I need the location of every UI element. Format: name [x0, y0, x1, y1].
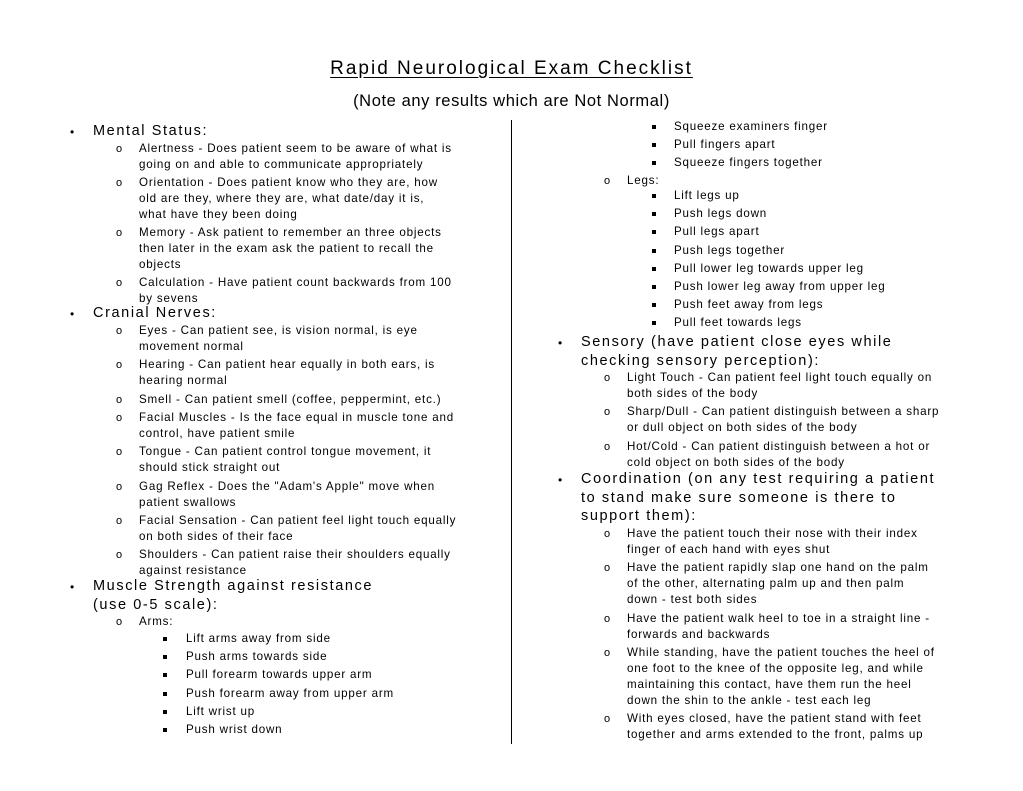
leg-test-item: Pull lower leg towards upper leg: [674, 261, 864, 275]
cranial-nerve-item-marker: o: [116, 514, 123, 527]
coordination-item: With eyes closed, have the patient stand with feet together and arms extended to the front, palms up: [627, 712, 924, 742]
leg-test-item-marker: [652, 285, 656, 289]
coordination-item-marker: o: [604, 646, 611, 659]
cranial-nerve-item-marker: o: [116, 359, 123, 372]
cranial-nerve-item-marker: o: [116, 411, 123, 424]
coordination-item-marker: o: [604, 562, 611, 575]
cranial-nerve-item: Smell - Can patient smell (coffee, peppermint, etc.): [139, 392, 442, 406]
coordination-item: Have the patient walk heel to toe in a straight line - forwards and backwards: [627, 611, 930, 641]
arm-test-item-marker: [163, 728, 167, 732]
coordination-item: Have the patient touch their nose with their index finger of each hand with eyes shut: [627, 527, 918, 556]
leg-test-item-marker: [652, 249, 656, 253]
sensory-item-marker: o: [604, 372, 611, 384]
legs-label: Legs:: [627, 174, 660, 187]
arms-label-marker: o: [116, 616, 123, 628]
page-title: Rapid Neurological Exam Checklist: [330, 58, 693, 79]
mental-status-item: Memory - Ask patient to remember an three objects then later in the exam ask the patient to recall the objects: [139, 226, 442, 272]
cranial-nerves-heading: Cranial Nerves:: [93, 305, 217, 321]
coordination-item-marker: o: [604, 528, 611, 540]
leg-test-item-marker: [652, 212, 656, 216]
leg-test-item-marker: [652, 267, 656, 271]
cranial-nerve-item: Facial Muscles - Is the face equal in muscle tone and control, have patient smile: [139, 410, 454, 440]
coordination-item-marker: o: [604, 713, 611, 726]
leg-test-item-marker: [652, 321, 656, 325]
arm-test-item-marker: [652, 161, 656, 165]
leg-test-item: Push lower leg away from upper leg: [674, 280, 886, 293]
leg-test-item: Pull feet towards legs: [674, 316, 802, 330]
arm-test-item-marker: [163, 692, 167, 696]
mental-status-item-marker: o: [116, 227, 123, 240]
cranial-nerve-item-marker: o: [116, 480, 123, 493]
sensory-heading: Sensory (have patient close eyes while checking sensory perception):: [581, 334, 893, 369]
arm-test-item: Push arms towards side: [186, 650, 328, 664]
arm-test-item: Lift wrist up: [186, 704, 256, 718]
muscle-strength-bullet: •: [70, 580, 75, 594]
mental-status-item-marker: o: [116, 277, 123, 290]
cranial-nerve-item-marker: o: [116, 446, 123, 459]
mental-status-bullet: •: [70, 125, 75, 139]
cranial-nerve-item: Hearing - Can patient hear equally in both ears, is hearing normal: [139, 358, 436, 388]
arm-test-item-marker: [163, 673, 167, 677]
coordination-heading: Coordination (on any test requiring a patient to stand make sure someone is there to support them):: [581, 471, 936, 524]
cranial-nerve-item-marker: o: [116, 393, 123, 406]
arm-test-item: Push forearm away from upper arm: [186, 686, 394, 700]
column-divider: [511, 120, 512, 744]
arm-test-item: Squeeze examiners finger: [674, 120, 828, 133]
coordination-bullet: •: [558, 473, 563, 487]
mental-status-heading: Mental Status:: [93, 123, 209, 139]
leg-test-item: Push feet away from legs: [674, 298, 824, 312]
coordination-item-marker: o: [604, 612, 611, 625]
leg-test-item-marker: [652, 303, 656, 307]
leg-test-item: Push legs together: [674, 243, 786, 257]
sensory-item: Light Touch - Can patient feel light touch equally on both sides of the body: [627, 371, 933, 400]
sensory-item: Hot/Cold - Can patient distinguish between a hot or cold object on both sides of the body: [627, 439, 931, 469]
arm-test-item-marker: [163, 710, 167, 714]
cranial-nerve-item: Eyes - Can patient see, is vision normal, is eye movement normal: [139, 324, 418, 353]
arms-label: Arms:: [139, 615, 174, 628]
page-subtitle: (Note any results which are Not Normal): [353, 92, 670, 110]
leg-test-item-marker: [652, 194, 656, 198]
mental-status-item-marker: o: [116, 142, 123, 155]
arm-test-item: Lift arms away from side: [186, 632, 331, 645]
cranial-nerves-bullet: •: [70, 307, 75, 321]
arm-test-item-marker: [652, 143, 656, 147]
arm-test-item: Pull fingers apart: [674, 138, 776, 152]
leg-test-item-marker: [652, 230, 656, 234]
mental-status-item-marker: o: [116, 176, 123, 189]
leg-test-item: Push legs down: [674, 207, 768, 221]
coordination-item: Have the patient rapidly slap one hand on the palm of the other, alternating palm up and then palm down - test both sides: [627, 561, 929, 607]
sensory-item-marker: o: [604, 440, 611, 453]
arm-test-item-marker: [163, 655, 167, 659]
legs-label-marker: o: [604, 175, 611, 187]
cranial-nerve-item: Shoulders - Can patient raise their shoulders equally against resistance: [139, 548, 451, 578]
cranial-nerve-item-marker: o: [116, 549, 123, 562]
cranial-nerve-item: Tongue - Can patient control tongue movement, it should stick straight out: [139, 445, 432, 475]
arm-test-item: Push wrist down: [186, 723, 283, 736]
arm-test-item: Squeeze fingers together: [674, 156, 823, 170]
arm-test-item-marker: [652, 125, 656, 129]
sensory-item-marker: o: [604, 406, 611, 419]
leg-test-item: Lift legs up: [674, 189, 740, 202]
cranial-nerve-item: Facial Sensation - Can patient feel light touch equally on both sides of their face: [139, 513, 457, 543]
mental-status-item: Orientation - Does patient know who they are, how old are they, where they are, what date/day it is, what have they been doing: [139, 175, 438, 221]
arm-test-item-marker: [163, 637, 167, 641]
muscle-strength-heading: Muscle Strength against resistance (use 0-5 scale):: [93, 578, 374, 613]
mental-status-item: Calculation - Have patient count backwards from 100 by sevens: [139, 276, 452, 306]
cranial-nerve-item-marker: o: [116, 325, 123, 337]
arm-test-item: Pull forearm towards upper arm: [186, 668, 373, 682]
sensory-item: Sharp/Dull - Can patient distinguish between a sharp or dull object on both sides of the body: [627, 405, 940, 435]
mental-status-item: Alertness - Does patient seem to be aware of what is going on and able to communicate appropriately: [139, 141, 452, 171]
leg-test-item: Pull legs apart: [674, 225, 760, 239]
sensory-bullet: •: [558, 336, 563, 350]
coordination-item: While standing, have the patient touches the heel of one foot to the knee of the opposite leg, and while maintaining this contact, have them run the heel down the shin to the ankle - test each leg: [627, 645, 935, 707]
cranial-nerve-item: Gag Reflex - Does the "Adam's Apple" move when patient swallows: [139, 479, 435, 509]
